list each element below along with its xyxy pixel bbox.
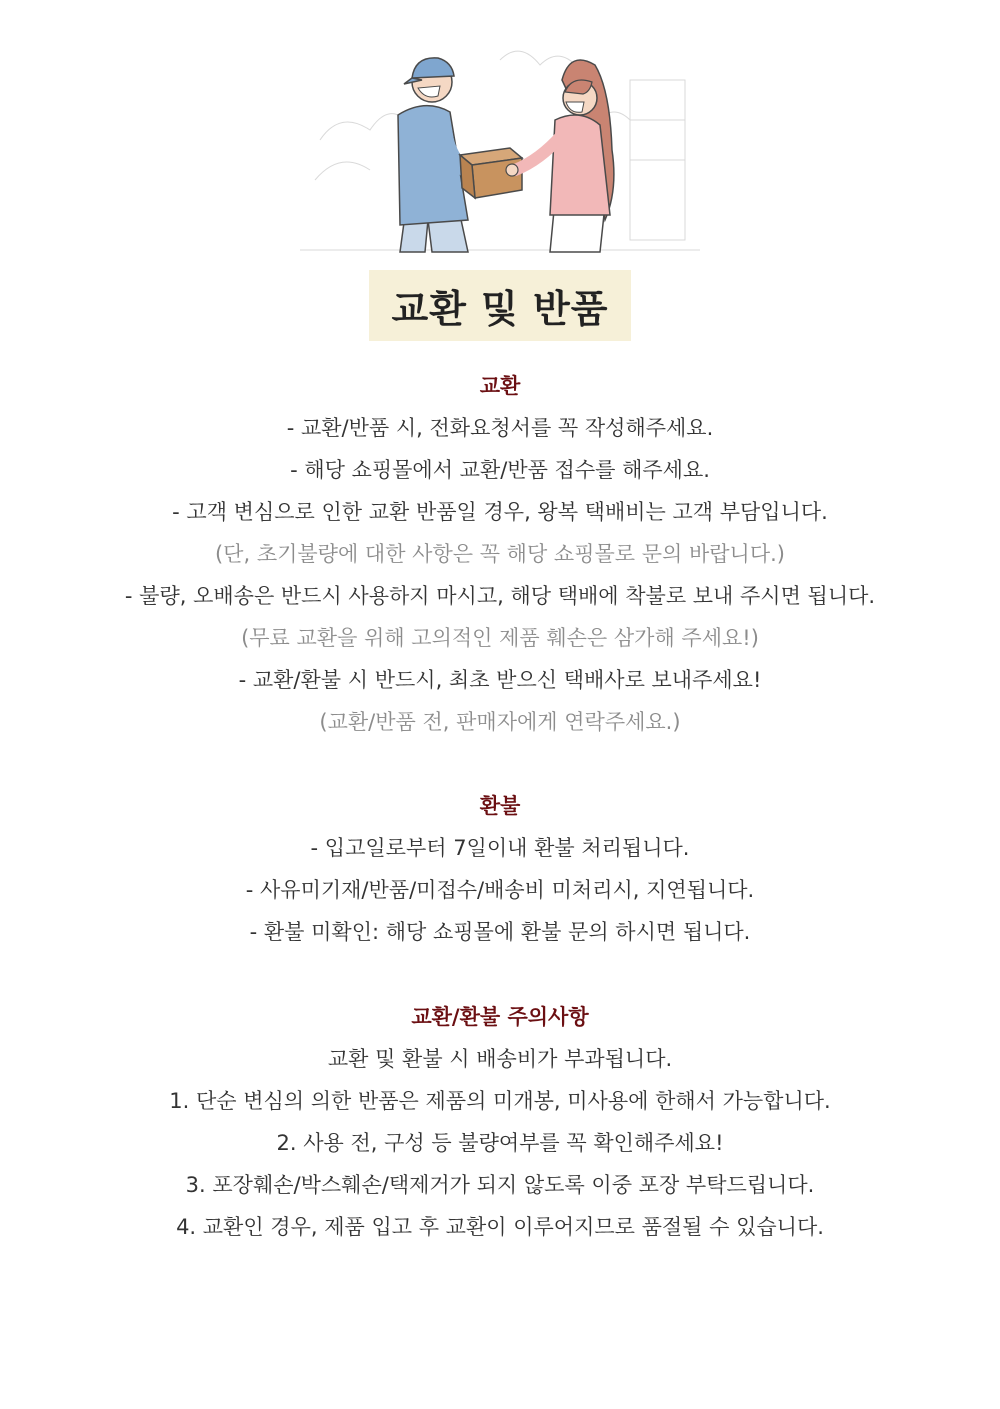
refund-section [0,785,1000,953]
info-line: 3. 포장훼손/박스훼손/택제거가 되지 않도록 이중 포장 부탁드립니다. [185,1173,815,1197]
section-heading: 환불 [479,794,521,818]
info-line: - 해당 쇼핑몰에서 교환/반품 접수를 해주세요. [290,458,710,482]
title-banner [369,270,631,341]
section-heading: 교환 [479,374,521,398]
info-line: - 고객 변심으로 인한 교환 반품일 경우, 왕복 택배비는 고객 부담입니다. [172,500,828,524]
note-line: (무료 교환을 위해 고의적인 제품 훼손은 삼가해 주세요!) [241,626,759,650]
info-line: - 사유미기재/반품/미접수/배송비 미처리시, 지연됩니다. [245,878,755,902]
info-line: 4. 교환인 경우, 제품 입고 후 교환이 이루어지므로 품절될 수 있습니다. [176,1215,824,1239]
note-line: (단, 초기불량에 대한 사항은 꼭 해당 쇼핑몰로 문의 바랍니다.) [214,542,785,566]
info-line: - 불량, 오배송은 반드시 사용하지 마시고, 해당 택배에 착불로 보내 주시면 됩니다. [124,584,876,608]
note-line: (교환/반품 전, 판매자에게 연락주세요.) [319,710,681,734]
delivery-illustration [300,20,700,260]
info-line: - 환불 미확인: 해당 쇼핑몰에 환불 문의 하시면 됩니다. [249,920,751,944]
page-title: 교환 및 반품 [391,287,609,331]
info-line: 교환 및 환불 시 배송비가 부과됩니다. [327,1047,673,1071]
info-line: - 교환/환불 시 반드시, 최초 받으신 택배사로 보내주세요! [238,668,762,692]
info-line: - 입고일로부터 7일이내 환불 처리됩니다. [310,836,690,860]
info-line: 1. 단순 변심의 의한 반품은 제품의 미개봉, 미사용에 한해서 가능합니다. [169,1089,831,1113]
info-line: - 교환/반품 시, 전화요청서를 꼭 작성해주세요. [286,416,714,440]
section-heading: 교환/환불 주의사항 [411,1005,589,1029]
info-line: 2. 사용 전, 구성 등 불량여부를 꼭 확인해주세요! [276,1131,724,1155]
caution-section [0,996,1000,1248]
exchange-section [0,365,1000,743]
